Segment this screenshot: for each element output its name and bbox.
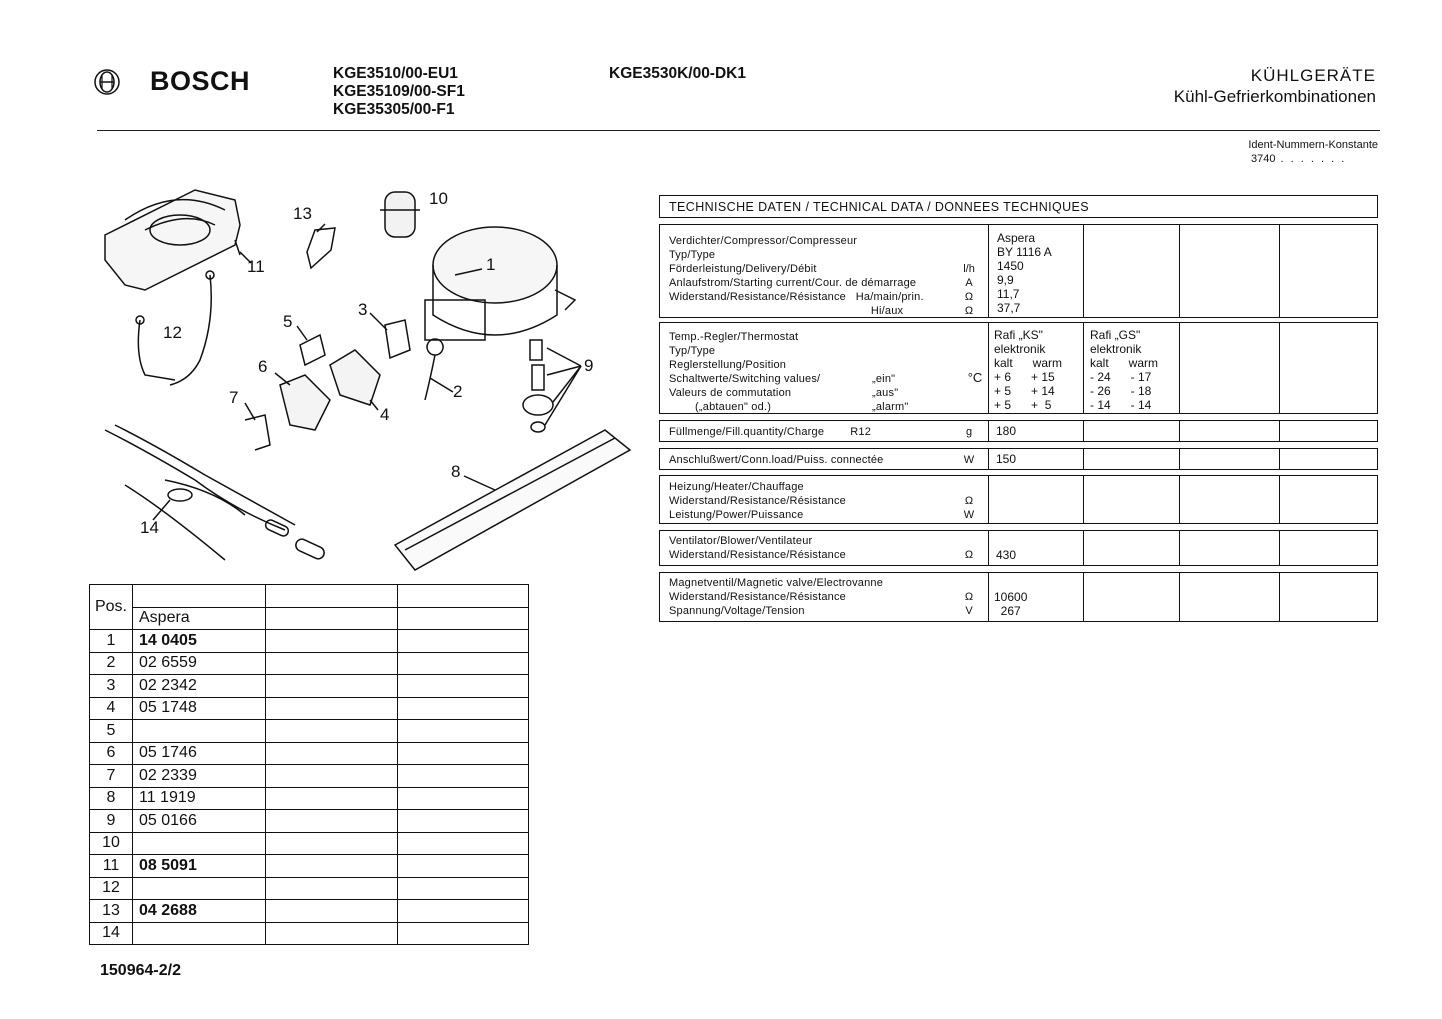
document-number: 150964-2/2 (100, 962, 181, 979)
compressor-values: Aspera BY 1116 A 1450 9,9 11,7 37,7 (997, 231, 1052, 315)
table-row (90, 900, 529, 923)
callout-1: 1 (486, 255, 496, 274)
table-row (90, 832, 529, 855)
row-pos: 9 (90, 810, 133, 833)
row-empty (266, 720, 398, 743)
column-divider (1083, 476, 1084, 523)
column-divider (1179, 476, 1180, 523)
thermostat-labels: Temp.-Regler/Thermostat Typ/Type Reglerstellung/Position Schaltwerte/Switching values/ Valeurs de commutation („abtauen" od.) (669, 331, 821, 413)
column-divider (1279, 476, 1280, 523)
column-divider (1083, 531, 1084, 565)
heater-box (659, 475, 1378, 524)
column-divider (1179, 421, 1180, 441)
blower-unit: Ω (964, 549, 974, 561)
row-empty (266, 787, 398, 810)
row-empty (398, 630, 529, 653)
row-empty (266, 697, 398, 720)
table-row (90, 922, 529, 945)
row-pos: 13 (90, 900, 133, 923)
row-empty (398, 742, 529, 765)
column-divider (988, 476, 989, 523)
clip-part (307, 228, 335, 268)
row-part-number: 08 5091 (133, 855, 266, 878)
row-part-number: 02 2339 (133, 765, 266, 788)
magnetic-valve-box (659, 572, 1378, 622)
row-part-number: 02 6559 (133, 652, 266, 675)
fill-quantity-value: 180 (996, 424, 1017, 438)
blank-header-cell (398, 607, 529, 630)
callout-5: 5 (283, 312, 293, 331)
callout-6: 6 (258, 357, 268, 376)
row-empty (266, 832, 398, 855)
aspera-header: Aspera (133, 607, 266, 630)
thermostat-values-gs: Rafi „GS" elektronik kalt warm - 24 - 17 - 26 - 18 - 14 - 14 (1090, 328, 1159, 412)
callout-10: 10 (429, 189, 448, 208)
blower-labels: Ventilator/Blower/Ventilateur Widerstand/Resistance/Résistance (669, 535, 846, 561)
table-row (90, 652, 529, 675)
cable-part (425, 339, 443, 400)
blank-header-cell (266, 607, 398, 630)
row-pos: 3 (90, 675, 133, 698)
parts-table (89, 584, 529, 945)
row-empty (266, 855, 398, 878)
callout-12: 12 (163, 323, 182, 342)
callout-14: 14 (140, 518, 159, 537)
wiring-harness-part (105, 425, 326, 561)
parts-diagram (85, 180, 645, 580)
page-title (1174, 65, 1376, 107)
protector-part (330, 350, 380, 405)
table-row (90, 630, 529, 653)
column-divider (988, 421, 989, 441)
blank-header-cell (133, 585, 266, 608)
column-divider (1083, 323, 1084, 413)
column-divider (1279, 323, 1280, 413)
column-divider (1279, 449, 1280, 469)
row-empty (398, 922, 529, 945)
row-part-number (133, 832, 266, 855)
column-divider (1179, 449, 1180, 469)
thermostat-housing-part (105, 190, 240, 290)
row-pos: 4 (90, 697, 133, 720)
row-empty (266, 765, 398, 788)
row-pos: 1 (90, 630, 133, 653)
row-empty (398, 652, 529, 675)
row-empty (266, 900, 398, 923)
column-divider (988, 531, 989, 565)
row-part-number: 04 2688 (133, 900, 266, 923)
thermostat-box (659, 322, 1378, 414)
column-divider (988, 573, 989, 621)
compressor-units: l/h A Ω Ω (963, 263, 975, 317)
blower-value: 430 (996, 548, 1017, 562)
bracket-part (245, 415, 270, 450)
row-empty (266, 810, 398, 833)
thermostat-values-ks: Rafi „KS" elektronik kalt warm + 6 + 15 + 5 + 14 + 5 + 5 (994, 328, 1063, 412)
callout-13: 13 (293, 204, 312, 223)
row-empty (266, 652, 398, 675)
row-part-number: 05 1748 (133, 697, 266, 720)
tech-data-title: TECHNISCHE DATEN / TECHNICAL DATA / DONNEES TECHNIQUES (669, 200, 1090, 214)
column-divider (1083, 573, 1084, 621)
callout-8: 8 (451, 462, 461, 481)
table-row (90, 877, 529, 900)
column-divider (988, 225, 989, 317)
fill-quantity-label: Füllmenge/Fill.quantity/Charge R12 (669, 426, 872, 438)
model-line: KGE35109/00-SF1 (333, 83, 465, 100)
row-pos: 5 (90, 720, 133, 743)
starter-part (385, 320, 410, 358)
row-pos: 12 (90, 877, 133, 900)
row-pos: 7 (90, 765, 133, 788)
blank-header-cell (266, 585, 398, 608)
row-part-number (133, 922, 266, 945)
fill-quantity-box (659, 420, 1378, 442)
row-pos: 2 (90, 652, 133, 675)
column-divider (1179, 323, 1180, 413)
blank-header-cell (398, 585, 529, 608)
column-divider (1083, 449, 1084, 469)
model-list-2 (609, 65, 746, 83)
row-empty (398, 720, 529, 743)
column-divider (1279, 531, 1280, 565)
heater-units: Ω W (963, 495, 975, 521)
tech-data-title-box (659, 195, 1378, 218)
row-empty (398, 877, 529, 900)
compressor-labels: Verdichter/Compressor/Compresseur Typ/Type Förderleistung/Delivery/Débit Anlaufstrom/Starting current/Cour. de démarrage Widerstand/Resistance/Résistance Ha/main/prin. Hi/aux (669, 235, 924, 317)
column-divider (1179, 225, 1180, 317)
capacitor-part (380, 192, 420, 237)
row-part-number: 11 1919 (133, 787, 266, 810)
pos-header: Pos. (90, 585, 133, 630)
row-empty (266, 630, 398, 653)
brand-name: BOSCH (150, 66, 251, 96)
column-divider (1179, 531, 1180, 565)
column-divider (988, 449, 989, 469)
row-empty (398, 765, 529, 788)
table-row (90, 765, 529, 788)
model-line: KGE35305/00-F1 (333, 101, 455, 118)
heater-labels: Heizung/Heater/Chauffage Widerstand/Resistance/Résistance Leistung/Power/Puissance (669, 481, 846, 521)
bosch-logo-icon (93, 68, 121, 96)
row-part-number (133, 877, 266, 900)
row-empty (398, 855, 529, 878)
row-part-number: 02 2342 (133, 675, 266, 698)
table-row (90, 742, 529, 765)
blower-box (659, 530, 1378, 566)
connection-load-label: Anschlußwert/Conn.load/Puiss. connectée (669, 454, 884, 466)
row-empty (398, 832, 529, 855)
row-pos: 11 (90, 855, 133, 878)
row-empty (266, 742, 398, 765)
row-empty (266, 922, 398, 945)
row-empty (398, 810, 529, 833)
row-part-number (133, 720, 266, 743)
model-list-1 (333, 65, 465, 119)
fill-quantity-unit: g (965, 426, 973, 438)
row-empty (398, 900, 529, 923)
row-pos: 14 (90, 922, 133, 945)
thermostat-unit: °C (967, 370, 983, 385)
relay-part (300, 335, 325, 365)
row-empty (398, 697, 529, 720)
table-row (90, 720, 529, 743)
callout-9: 9 (584, 356, 594, 375)
magnetic-valve-units: Ω V (964, 591, 974, 617)
row-pos: 6 (90, 742, 133, 765)
model-line: KGE3530K/00-DK1 (609, 65, 746, 82)
table-row (90, 675, 529, 698)
connection-load-box (659, 448, 1378, 470)
row-part-number: 14 0405 (133, 630, 266, 653)
thermostat-sub-labels: „ein" „aus" „alarm" (872, 373, 909, 413)
category-title: KÜHLGERÄTE (1250, 66, 1376, 85)
table-row (90, 787, 529, 810)
header-divider (97, 130, 1380, 131)
callout-11: 11 (247, 257, 265, 276)
row-empty (398, 787, 529, 810)
connection-load-value: 150 (996, 452, 1017, 466)
table-row (90, 810, 529, 833)
compressor-box (659, 224, 1378, 318)
ident-number: 3740 (1251, 153, 1276, 165)
magnetic-valve-values: 10600 267 (994, 590, 1028, 618)
column-divider (1279, 225, 1280, 317)
column-divider (1083, 225, 1084, 317)
row-pos: 8 (90, 787, 133, 810)
table-row (90, 855, 529, 878)
callout-2: 2 (453, 382, 463, 401)
category-subtitle: Kühl-Gefrierkombinationen (1173, 87, 1376, 106)
row-empty (398, 675, 529, 698)
column-divider (988, 323, 989, 413)
callout-4: 4 (380, 405, 390, 424)
callout-7: 7 (229, 388, 239, 407)
column-divider (1083, 421, 1084, 441)
callout-3: 3 (358, 300, 368, 319)
column-divider (1279, 421, 1280, 441)
column-divider (1279, 573, 1280, 621)
row-empty (266, 675, 398, 698)
row-part-number: 05 1746 (133, 742, 266, 765)
model-line: KGE3510/00-EU1 (333, 65, 458, 82)
row-part-number: 05 0166 (133, 810, 266, 833)
base-plate-part (395, 430, 630, 570)
ident-value: 3740 . . . . . . . (1251, 153, 1347, 165)
row-pos: 10 (90, 832, 133, 855)
row-empty (266, 877, 398, 900)
ident-label: Ident-Nummern-Konstante (1248, 139, 1378, 151)
connection-load-unit: W (963, 454, 975, 466)
magnetic-valve-labels: Magnetventil/Magnetic valve/Electrovanne Widerstand/Resistance/Résistance Spannung/Voltage/Tension (669, 577, 884, 617)
compressor-part (425, 227, 575, 340)
table-row (90, 697, 529, 720)
column-divider (1179, 573, 1180, 621)
